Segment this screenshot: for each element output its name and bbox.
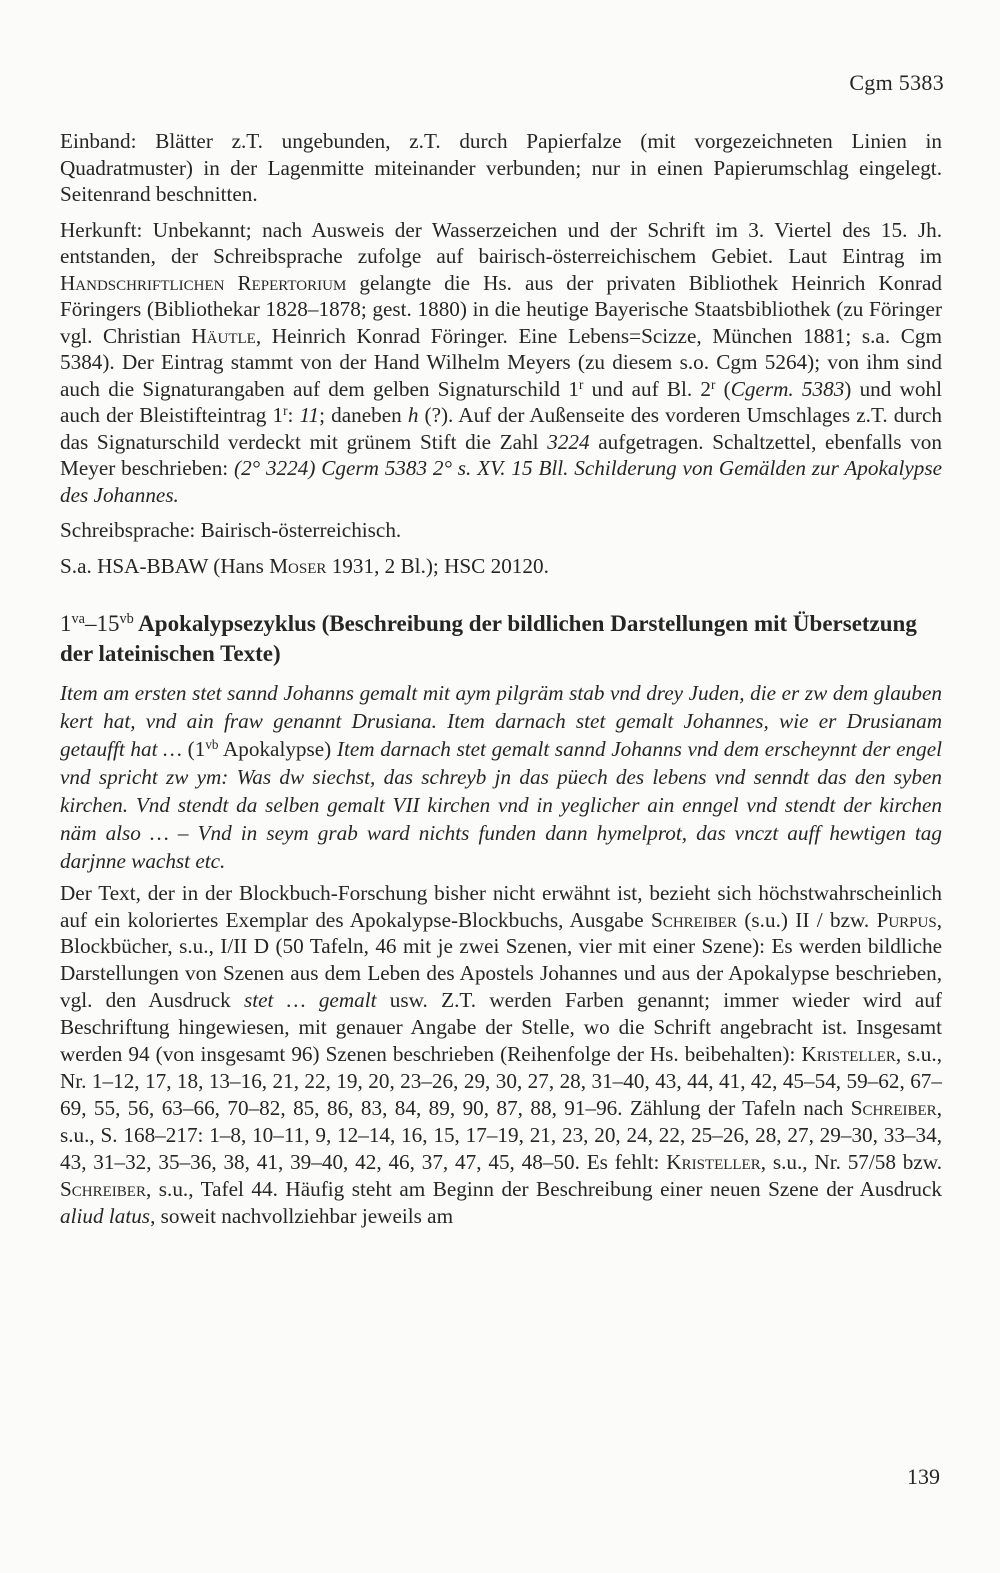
text-run: Herkunft: Unbekannt; nach Ausweis der Wasserzeichen und der Schrift im 3. Viertel des 15. Jh. entstanden, der Schreibsprache zufolge auf bairisch-österreichischem Gebiet. Laut Eintrag im bbox=[60, 217, 942, 268]
incipit-quote bbox=[60, 680, 942, 876]
folio-superscript: r bbox=[711, 376, 716, 392]
herkunft-paragraph bbox=[60, 217, 942, 509]
folio-superscript: vb bbox=[205, 736, 219, 752]
folio-end: –15 bbox=[84, 611, 120, 636]
text-run: ; daneben bbox=[319, 403, 408, 427]
folio-superscript: va bbox=[71, 611, 85, 628]
quote-text: Item am ersten stet sannd Johanns gemalt mit aym pilgräm stab vnd drey Juden, die er zw dem glauben kert hat, vnd ain fraw genannt Drusiana. Item darnach stet gemalt Johannes, wie er Drusianam getaufft hat … bbox=[60, 680, 942, 761]
text-run: usw. Z.T. werden Farben genannt; immer wieder wird auf Beschriftung hingewiesen, mit genauer Angabe der Stelle, wo die Schrift angebracht ist. Insgesamt werden 94 (von insgesamt 96) Szenen beschrieben (Reihenfolge der Hs. beibehalten): bbox=[60, 988, 942, 1067]
page-body bbox=[60, 128, 942, 1230]
running-head-shelfmark: Cgm 5383 bbox=[849, 70, 944, 95]
small-caps-author: Schreiber bbox=[60, 1176, 146, 1201]
text-run: , soweit nachvollziehbar jeweils am bbox=[150, 1203, 454, 1228]
small-caps-author: Purpus bbox=[876, 907, 937, 932]
small-caps-author: Kristeller bbox=[801, 1042, 896, 1067]
folio-superscript: r bbox=[578, 376, 584, 392]
text-run: (s.u.) II / bzw. bbox=[737, 907, 877, 932]
text-run: , Blockbücher, s.u., I/II D (50 Tafeln, 46 mit je zwei Szenen, vier mit einer Szene): Es werden bildliche Darstellungen von Szenen aus dem Leben des Apostels Johannes und aus der Apokalypse beschrieben, vgl. den Ausdruck bbox=[60, 907, 942, 1013]
small-caps-author: Kristeller bbox=[666, 1149, 761, 1174]
text-run: Apokalypse) bbox=[218, 736, 337, 761]
folio-superscript: vb bbox=[119, 611, 134, 628]
section-title: Apokalypsezyklus (Beschreibung der bildlichen Darstellungen mit Übersetzung der lateinischen Texte) bbox=[60, 611, 917, 667]
folio-range bbox=[60, 611, 134, 636]
einband-paragraph: Einband: Blätter z.T. ungebunden, z.T. durch Papierfalze (mit vorgezeichneten Linien in Quadratmuster) in der Lagenmitte miteinander verbunden; nur in einen Papierumschlag eingelegt. Seitenrand beschnitten. bbox=[60, 129, 942, 206]
small-caps-author: Moser bbox=[269, 553, 327, 578]
text-run: , s.u., Tafel 44. Häufig steht am Beginn der Beschreibung einer neuen Szene der Ausdruck bbox=[145, 1176, 942, 1201]
text-run: S.a. HSA-BBAW (Hans bbox=[60, 553, 270, 578]
text-run: 1931, 2 Bl.); HSC 20120. bbox=[326, 553, 549, 578]
folio-start: 1 bbox=[60, 611, 72, 636]
small-caps-author: Schreiber bbox=[651, 907, 738, 932]
small-caps-author: Häutle bbox=[191, 323, 256, 348]
folio-superscript: r bbox=[283, 402, 288, 418]
text-run: (?). Auf der Außenseite des vorderen Umschlages z.T. durch das Signaturschild verdeckt mit grünem Stift die Zahl bbox=[60, 403, 942, 454]
text-run: gelangte die Hs. aus der privaten Bibliothek Heinrich Konrad Föringers (Bibliothekar 1828–1878; gest. 1880) in die heutige Bayerische Staatsbibliothek (zu Föringer vgl. Christian bbox=[60, 270, 942, 348]
small-caps-reference: Handschriftlichen Repertorium bbox=[60, 270, 347, 295]
text-run: ( bbox=[715, 376, 731, 401]
text-run: : bbox=[287, 403, 300, 427]
page-number: 139 bbox=[907, 1464, 940, 1489]
schreibsprache-paragraph: Schreibsprache: Bairisch-österreichisch. bbox=[60, 518, 402, 542]
small-caps-author: Schreiber bbox=[850, 1095, 937, 1120]
italic-signature: Cgerm. 5383 bbox=[730, 376, 845, 401]
quote-text: Item darnach stet gemalt sannd Johanns vnd dem erscheynnt der engel vnd spricht zw ym: Was dw siechst, das schreyb jn das püech des lebens vnd senndt das den syben kirchen. Vnd stendt da selben gemalt VII kirchen vnd in yeglicher ain enngel vnd stendt der kirchen näm also … – Vnd in seym grab ward nichts funden dann hymelprot, das vnczt auff hewtigen tag darjnne wachst etc. bbox=[60, 736, 942, 873]
italic-phrase: stet … gemalt bbox=[244, 988, 377, 1013]
section-heading bbox=[60, 609, 942, 670]
description-paragraph bbox=[60, 880, 942, 1230]
text-run: und auf Bl. 2 bbox=[583, 376, 712, 401]
text-run: Der Text, der in der Blockbuch-Forschung bisher nicht erwähnt ist, bezieht sich höchstwahrscheinlich auf ein koloriertes Exemplar des Apokalypse-Blockbuchs, Ausgabe bbox=[60, 880, 942, 932]
italic-letter: h bbox=[407, 403, 419, 427]
italic-phrase: aliud latus bbox=[60, 1203, 151, 1228]
text-run: , s.u., Nr. 57/58 bzw. bbox=[760, 1149, 942, 1174]
text-run: aufgetragen. Schaltzettel, ebenfalls von Meyer beschrieben: bbox=[60, 429, 942, 480]
text-run: , s.u., Nr. 1–12, 17, 18, 13–16, 21, 22, 19, 20, 23–26, 29, 30, 27, 28, 31–40, 43, 44, 41, 42, 45–54, 59–62, 67–69, 55, 56, 63–66, 70–82, 85, 86, 83, 84, 89, 90, 87, 88, 91–96. Zählung der Tafeln nach bbox=[60, 1042, 942, 1120]
italic-number: 11 bbox=[299, 403, 320, 427]
italic-number: 3224 bbox=[547, 429, 590, 454]
text-run: ) und wohl auch der Bleistifteintrag 1 bbox=[60, 376, 942, 427]
text-run: (1 bbox=[182, 736, 206, 761]
text-run: , Heinrich Konrad Föringer. Eine Lebens=Scizze, München 1881; s.a. Cgm 5384). Der Eintrag stammt von der Hand Wilhelm Meyers (zu diesem s.o. Cgm 5264); von ihm sind auch die Signaturangaben auf dem gelben Signaturschild 1 bbox=[60, 323, 942, 401]
sa-paragraph bbox=[60, 553, 942, 580]
text-run: , s.u., S. 168–217: 1–8, 10–11, 9, 12–14, 16, 15, 17–19, 21, 23, 20, 24, 22, 25–26, 28, 27, 29–30, 33–34, 43, 31–32, 35–36, 38, 41, 39–40, 42, 46, 37, 47, 45, 48–50. Es fehlt: bbox=[60, 1095, 942, 1174]
italic-schaltzettel-text: (2° 3224) Cgerm 5383 2° s. XV. 15 Bll. Schilderung von Gemälden zur Apokalypse des Johannes. bbox=[60, 456, 942, 507]
